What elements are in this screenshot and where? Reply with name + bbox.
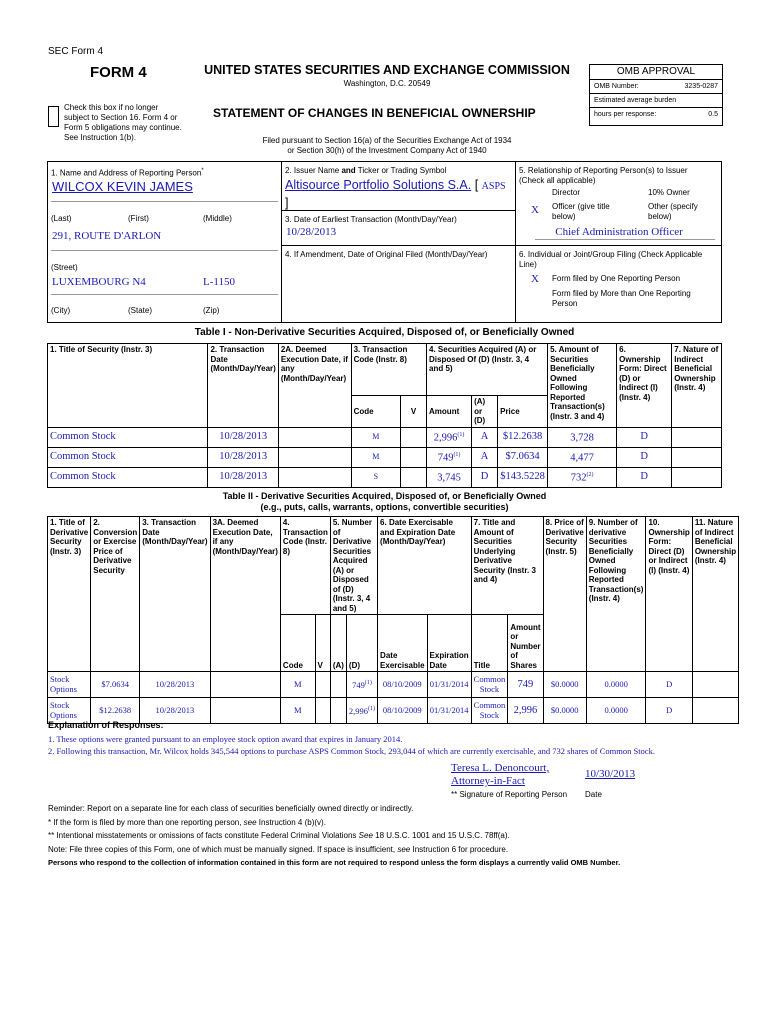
omb-number-label: OMB Number:	[594, 83, 639, 90]
ticker: ASPS	[481, 181, 506, 192]
t1-h3: 3. Transaction Code (Instr. 8)	[351, 344, 426, 396]
omb-hours-label: hours per response:	[594, 111, 657, 118]
t2-date-ex: Date Exercisable	[378, 615, 427, 672]
t2-h4: 4. Transaction Code (Instr. 8)	[280, 517, 330, 615]
t2-exp: Expiration Date	[427, 615, 471, 672]
earliest-date-label: 3. Date of Earliest Transaction (Month/Day/Year)	[285, 215, 457, 224]
t1-r2-owned: 732	[570, 472, 587, 484]
table2-title: Table II - Derivative Securities Acquired, Disposed of, or Beneficially Owned (e.g., puts, calls, warrants, options, convertible securities)	[222, 491, 547, 512]
bracket-open: [	[474, 178, 479, 192]
t1-r2-form: D	[617, 467, 672, 487]
explanation-title: Explanation of Responses:	[48, 720, 164, 730]
last-label: (Last)	[51, 214, 72, 223]
sec-form-label: SEC Form 4	[48, 46, 104, 57]
officer-label: Officer (give title below)	[552, 202, 610, 221]
t1-r1-owned: 4,477	[570, 452, 594, 464]
t1-h2: 2. Transaction Date (Month/Day/Year)	[208, 344, 278, 428]
t2-d: (D)	[346, 615, 377, 672]
more-persons-label: Form filed by More than One Reporting Person	[552, 289, 691, 308]
t1-h4: 4. Securities Acquired (A) or Disposed Of (D) (Instr. 3, 4 and 5)	[427, 344, 548, 396]
form-title: FORM 4	[90, 64, 147, 81]
table1-title: Table I - Non-Derivative Securities Acquired, Disposed of, or Beneficially Owned	[194, 327, 575, 338]
t2-r0-owned: 0.0000	[586, 672, 646, 698]
one-person-check[interactable]: X	[531, 273, 539, 285]
t2-r1-form: D	[646, 698, 692, 724]
checkbox-text: Check this box if no longer subject to Section 16. Form 4 or Form 5 obligations may continue. See Instruction 1(b).	[64, 103, 182, 142]
t2-r0-dprice: $0.0000	[543, 672, 586, 698]
t1-r0-title: Common Stock	[48, 427, 208, 447]
omb-box	[589, 64, 723, 126]
t2-amt: Amount or Number of Shares	[508, 615, 543, 672]
signature-name: Teresa L. Denoncourt, Attorney-in-Fact	[451, 762, 550, 787]
t1-aord: (A) or (D)	[472, 396, 498, 428]
t2-r0-code: M	[280, 672, 315, 698]
t2-r0-title: Stock Options	[48, 672, 91, 698]
t1-r0-ad: A	[472, 427, 498, 447]
t1-r1-amount: 749	[437, 452, 454, 464]
t2-r0-price: $7.0634	[91, 672, 140, 698]
t2-r1-price: $12.2638	[91, 698, 140, 724]
bracket-close: ]	[285, 196, 289, 210]
t1-r1-ad: A	[472, 447, 498, 467]
filed-line-1: Filed pursuant to Section 16(a) of the Securities Exchange Act of 1934	[262, 136, 512, 145]
t2-h3a: 3A. Deemed Execution Date, if any (Month/Day/Year)	[210, 517, 280, 672]
footnote-1: 1. These options were granted pursuant to an employee stock option award that expires in January 2014.	[48, 734, 403, 744]
t2-h5: 5. Number of Derivative Securities Acquired (A) or Disposed of (D) (Instr. 3, 4 and 5)	[330, 517, 377, 615]
t2-r1-date: 10/28/2013	[140, 698, 210, 724]
t2-r0-und: Common Stock	[471, 672, 508, 698]
ten-pct-label: 10% Owner	[648, 188, 690, 197]
table-row: Stock Options $12.2638 10/28/2013 M 2,996$^{(1)}$ 08/10/2009 01/31/2014 Common Stock 2,996 $0.0000 0.0000 D	[48, 698, 739, 724]
issuer-name[interactable]: Altisource Portfolio Solutions S.A.	[285, 178, 472, 192]
issuer-label: 2. Issuer Name and Ticker or Trading Symbol	[285, 166, 447, 175]
table-row: Common Stock 10/28/2013 M 2,996$^{(1)}$ A $12.2638 3,728 D	[48, 427, 722, 447]
omb-number: 3235-0287	[684, 83, 718, 90]
t2-r0-form: D	[646, 672, 692, 698]
footnote-2: 2. Following this transaction, Mr. Wilcox holds 345,544 options to purchase ASPS Common Stock, 293,044 of which are currently exercisable, and 732 shares of Common Stock.	[48, 746, 655, 756]
signature-label: ** Signature of Reporting Person	[451, 790, 568, 799]
t1-r0-form: D	[617, 427, 672, 447]
t2-h3: 3. Transaction Date (Month/Day/Year)	[140, 517, 210, 672]
state-label: (State)	[128, 306, 153, 315]
t1-r2-title: Common Stock	[48, 467, 208, 487]
t2-r1-d: 2,996	[348, 705, 369, 716]
t2-code: Code	[280, 615, 315, 672]
t1-r0-owned: 3,728	[570, 432, 594, 444]
t2-a: (A)	[330, 615, 346, 672]
t2-h11: 11. Nature of Indirect Beneficial Ownership (Instr. 4)	[692, 517, 738, 672]
amendment-label: 4. If Amendment, Date of Original Filed (Month/Day/Year)	[285, 250, 488, 259]
t2-r1-dprice: $0.0000	[543, 698, 586, 724]
t2-r1-exp: 01/31/2014	[427, 698, 471, 724]
one-person-label: Form filed by One Reporting Person	[552, 274, 681, 283]
first-label: (First)	[128, 214, 149, 223]
agency-title: UNITED STATES SECURITIES AND EXCHANGE COMMISSION	[204, 63, 570, 77]
t2-h7: 7. Title and Amount of Securities Underlying Derivative Security (Instr. 3 and 4)	[471, 517, 543, 615]
t1-h6: 6. Ownership Form: Direct (D) or Indirect (I) (Instr. 4)	[617, 344, 672, 428]
street-label: (Street)	[51, 263, 78, 272]
table-row: Common Stock 10/28/2013 M 749$^{(1)}$ A $7.0634 4,477 D	[48, 447, 722, 467]
reporting-person-label: 1. Name and Address of Reporting Person*	[51, 168, 204, 178]
agency-city: Washington, D.C. 20549	[343, 79, 431, 88]
t1-r0-amount: 2,996	[433, 432, 458, 444]
t2-h1: 1. Title of Derivative Security (Instr. 3)	[48, 517, 91, 672]
t1-r0-code: M	[351, 427, 400, 447]
no-longer-subject-checkbox[interactable]	[48, 106, 59, 127]
omb-notice: Persons who respond to the collection of information contained in this form are not required to respond unless the form displays a currently valid OMB Number.	[48, 858, 621, 867]
t2-r1-code: M	[280, 698, 315, 724]
filed-line-2: or Section 30(h) of the Investment Company Act of 1940	[287, 146, 487, 155]
t1-r0-price: $12.2638	[498, 427, 548, 447]
middle-label: (Middle)	[203, 214, 232, 223]
t2-h9: 9. Number of derivative Securities Beneficially Owned Following Reported Transaction(s) (Instr. 4)	[586, 517, 646, 672]
issuer-line	[285, 177, 515, 211]
misstatement-note: ** Intentional misstatements or omissions of facts constitute Federal Criminal Violations See 18 U.S.C. 1001 and 15 U.S.C. 78ff(a).	[48, 831, 510, 840]
t2-h2: 2. Conversion or Exercise Price of Derivative Security	[91, 517, 140, 672]
t1-h7: 7. Nature of Indirect Beneficial Ownership (Instr. 4)	[672, 344, 722, 428]
zip-value: L-1150	[203, 276, 235, 288]
table-row: Stock Options $7.0634 10/28/2013 M 749$^{(1)}$ 08/10/2009 01/31/2014 Common Stock 749 $0.0000 0.0000 D	[48, 672, 739, 698]
street-value: 291, ROUTE D'ARLON	[52, 230, 162, 242]
t1-r1-code: M	[351, 447, 400, 467]
t2-r1-owned: 0.0000	[586, 698, 646, 724]
omb-title: OMB APPROVAL	[590, 65, 722, 80]
city-label: (City)	[51, 306, 71, 315]
officer-title: Chief Administration Officer	[555, 226, 683, 238]
t2-r1-und: Common Stock	[471, 698, 508, 724]
t2-r0-shares: 749	[508, 672, 543, 698]
t1-h1: 1. Title of Security (Instr. 3)	[48, 344, 208, 428]
reminder: Reminder: Report on a separate line for each class of securities beneficially owned directly or indirectly.	[48, 804, 414, 813]
director-label: Director	[552, 188, 581, 197]
t1-r1-form: D	[617, 447, 672, 467]
relationship-label: 5. Relationship of Reporting Person(s) to Issuer (Check all applicable)	[519, 166, 688, 185]
signature-date: 10/30/2013	[585, 768, 636, 780]
multi-person-note: * If the form is filed by more than one reporting person, see Instruction 4 (b)(v).	[48, 818, 326, 827]
t1-r2-code: S	[351, 467, 400, 487]
t2-v: V	[315, 615, 330, 672]
t1-price: Price	[498, 396, 548, 428]
table-row: Common Stock 10/28/2013 S 3,745 D $143.5228 732$^{(2)}$ D	[48, 467, 722, 487]
omb-hours: 0.5	[708, 111, 718, 118]
copies-note: Note: File three copies of this Form, one of which must be manually signed. If space is insufficient, see Instruction 6 for procedure.	[48, 845, 509, 854]
t1-r1-price: $7.0634	[498, 447, 548, 467]
t1-r1-title: Common Stock	[48, 447, 208, 467]
t1-h2a: 2A. Deemed Execution Date, if any (Month/Day/Year)	[278, 344, 351, 428]
t2-h8: 8. Price of Derivative Security (Instr. 5)	[543, 517, 586, 672]
t1-code: Code	[351, 396, 400, 428]
t2-ttl: Title	[471, 615, 508, 672]
t2-r0-date: 10/28/2013	[140, 672, 210, 698]
t1-r1-date: 10/28/2013	[208, 447, 278, 467]
t1-v: V	[401, 396, 427, 428]
t2-h10: 10. Ownership Form: Direct (D) or Indirect (I) (Instr. 4)	[646, 517, 692, 672]
t2-h6: 6. Date Exercisable and Expiration Date (Month/Day/Year)	[378, 517, 472, 615]
t1-amount: Amount	[427, 396, 472, 428]
t1-r2-price: $143.5228	[498, 467, 548, 487]
date-label: Date	[585, 790, 602, 799]
t1-r0-date: 10/28/2013	[208, 427, 278, 447]
city-value: LUXEMBOURG N4	[52, 276, 146, 288]
t2-r1-ex: 08/10/2009	[378, 698, 427, 724]
filing-label: 6. Individual or Joint/Group Filing (Check Applicable Line)	[519, 250, 703, 269]
zip-label: (Zip)	[203, 306, 220, 315]
table1	[47, 343, 722, 488]
t2-r0-ex: 08/10/2009	[378, 672, 427, 698]
t2-r1-shares: 2,996	[508, 698, 543, 724]
other-label: Other (specify below)	[648, 202, 698, 221]
t1-r2-amount: 3,745	[437, 472, 461, 484]
t2-r0-d: 749	[352, 679, 365, 690]
table2	[47, 516, 739, 724]
t1-h5: 5. Amount of Securities Beneficially Owned Following Reported Transaction(s) (Instr. 3 and 4)	[548, 344, 617, 428]
t2-r0-exp: 01/31/2014	[427, 672, 471, 698]
reporting-person-name[interactable]: WILCOX KEVIN JAMES	[52, 179, 193, 194]
officer-check[interactable]: X	[531, 204, 539, 216]
t2-r1-title: Stock Options	[48, 698, 91, 724]
statement-title: STATEMENT OF CHANGES IN BENEFICIAL OWNERSHIP	[213, 106, 536, 120]
earliest-date-value: 10/28/2013	[286, 226, 337, 238]
omb-burden-label: Estimated average burden	[590, 94, 722, 108]
t1-r2-ad: D	[472, 467, 498, 487]
t1-r2-date: 10/28/2013	[208, 467, 278, 487]
